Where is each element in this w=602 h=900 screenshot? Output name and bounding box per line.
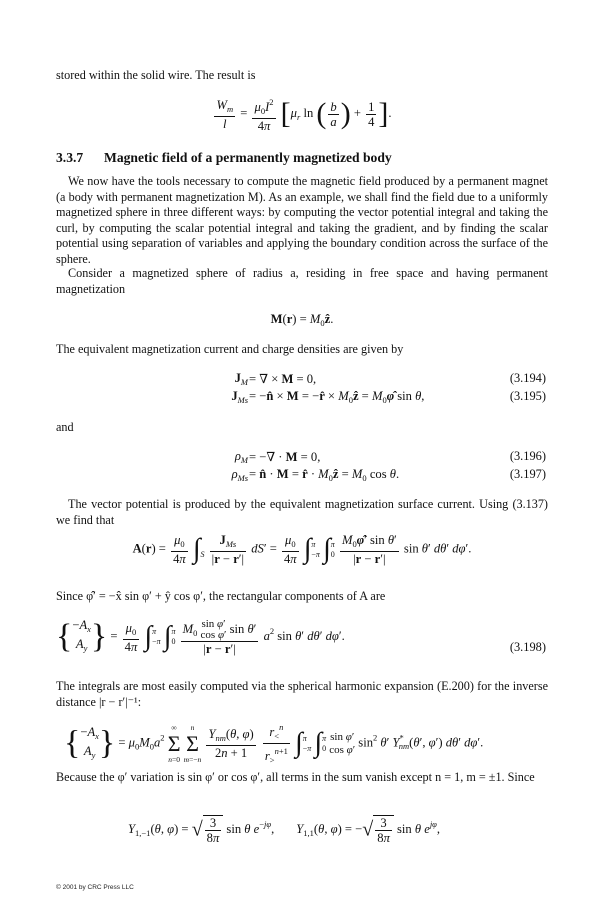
equation-magnetization: $M(r) = M_0ẑ$. [270, 312, 334, 328]
intro-line: stored within the solid wire. The result is [56, 68, 256, 82]
footer-copyright: © 2001 by CRC Press LLC [56, 884, 134, 891]
equation-vector-potential: A(r) = $\frac{\mu_0}{4\pi}$ ∫ S $\frac{J_{Ms}}{|r - r'|}$ dS′ = $\frac{\mu_0}{4\pi}$ ∫π −π ∫π 0 $\frac{M_0\varphî' \sin \theta'}{|r - r'|}$ sin θ′ dθ′ dφ′. [132, 533, 472, 566]
eqnum-3-198: (3.198) [509, 640, 546, 654]
equation-3-197: $\rho_{Ms}$ = n̂ · M = r̂ · $M_0ẑ = M_0$ cos θ. (3.197) [231, 467, 546, 483]
eqnum-3-197: (3.197) [509, 467, 546, 481]
paragraph-vector-potential: The vector potential is produced by the equivalent magnetization surface current. Using (3.137) we find that [56, 497, 548, 527]
paragraph-integrals: The integrals are most easily computed via the spherical harmonic expansion (E.200) for the inverse distance |r − r′|⁻¹: [56, 679, 548, 709]
equation-3-194: $J_M$ = ∇ × M = 0, (3.194) [234, 371, 546, 387]
paragraph-tools: We now have the tools necessary to compute the magnetic field produced by a permanent magnet (a body with permanent magnetization M). As an example, we shall find the field due to a uniformly magnetized sphere in three different ways: by computing the vector potential integral and taking the curl, by computing the scalar potential integral and taking the gradient, and by finding the scalar potential using separation of variables and applying the boundary condition across the surface of the sphere. [56, 174, 548, 266]
section-heading [56, 150, 548, 166]
paragraph-densities: The equivalent magnetization current and charge densities are given by [56, 342, 404, 356]
equation-wm: $\frac{W_m}{l}$ = $\frac{\mu_0I^2}{4\pi}$ [$\mu_r$ ln ( $\frac{b}{a}$ ) + $\frac{1}{4}$ ]. [216, 97, 392, 133]
eqnum-3-195: (3.195) [509, 389, 546, 403]
paragraph-since-phi: Since φ̂′ = −x̂ sin φ′ + ŷ cos φ′, the rectangular components of A are [56, 589, 386, 603]
eqnum-3-196: (3.196) [509, 449, 546, 463]
section-number: 3.3.7 [56, 150, 84, 165]
equation-3-195: $J_{Ms}$ = −n̂ × M = −r̂ × $M_0ẑ$ = $M_0\varphî$ sin θ, (3.195) [231, 389, 546, 405]
page: stored within the solid wire. The result is $\frac{W_m}{l}$ = $\frac{\mu_0I^2}{4\pi}$ [$\mu_r$ ln ( $\frac{b}{a}$ ) + $\frac{1}{4}$ ]. 3.3.7 Magnetic field of a permanently magnetized body We now have the tools necessary to compute the magnetic field produced by a permanent magnet (a body with permanent magnetization M). As an example, we shall find the field due to a uniformly magnetized sphere in three different ways: by computing the vector potential integral and taking the curl, by computing the scalar potential integral and taking the gradient, and by finding the scalar potential using separation of variables and applying the boundary condition across the surface of the sphere. Consider a magnetized sphere of radius a, residing in free space and having permanent magnetization $M(r) = M_0ẑ$. The equivalent magnetization current and charge densities are given by $J_M$ = ∇ × M = 0, (3.194) $J_{Ms}$ = −n̂ × M = −r̂ × $M_0ẑ$ = $M_0\varphî$ sin θ, (3.195) and $\rho_M$ = −∇ · M = 0, (3.196) $\rho_{Ms}$ = n̂ · M = r̂ · $M_0ẑ = M_0$ cos θ. (3.197) The vector potential is produced by the equivalent magnetization surface current. Using (3.137) we find that A(r) = $\frac{\mu_0}{4\pi}$ ∫ S $\frac{J_{Ms}}{|r - r'|}$ dS′ = $\frac{\mu_0}{4\pi}$ ∫π −π ∫π 0 $\frac{M_0\varphî' \sin \theta'}{|r - r'|}$ sin θ′ dθ′ dφ′. Since φ̂′ = −x̂ sin φ′ + ŷ cos φ′, the rectangular components of A are { $-A_x$ $A_y$ } = $\frac{\mu_0}{4\pi}$ ∫π −π ∫π 0 $M_0$ sin φ′ cos φ′ sin θ′ |r − r′| $a^2$ sin θ′ dθ′ dφ′. (3.198) The integrals are most easily computed via the spherical harmonic expansion (E.200) for the inverse distance |r − r′|⁻¹: { $-A_x$ $A_y$ } = $\mu_0M_0a^2$ ∞ Σ n=0 n Σ m=−n $\frac{Y_{nm}(\theta, \varphi)}{2n + 1}$ $\frac{r_<^n}{r_>^{n+1}}$ ∫π −π ∫π 0 sin φ′ cos φ′ $\sin^2 \theta'$ $Y^*_{nm}(\theta'$, φ′) dθ′ dφ′. Because the φ′ variation is sin φ′ or cos φ′, all terms in the sum vanish except n = 1, m = ±1. Since $Y_{1,-1}(\theta$, φ) = √ $\frac{3}{8\pi}$ sin θ $e^{-j\varphi}$, $Y_{1,1}(\theta$, φ) = −√ $\frac{3}{8\pi}$ sin θ $e^{j\varphi}$, © 2001 by CRC Press LLC [56, 68, 548, 891]
paragraph-because: Because the φ′ variation is sin φ′ or cos φ′, all terms in the sum vanish except n = 1, m = ±1. Since [56, 770, 535, 784]
paragraph-and: and [56, 420, 74, 434]
eqnum-3-194: (3.194) [509, 371, 546, 385]
equation-3-196: $\rho_M$ = −∇ · M = 0, (3.196) [234, 449, 546, 465]
paragraph-sphere: Consider a magnetized sphere of radius a, residing in free space and having permanent magnetization [56, 266, 548, 296]
section-title: Magnetic field of a permanently magnetized body [104, 150, 392, 165]
